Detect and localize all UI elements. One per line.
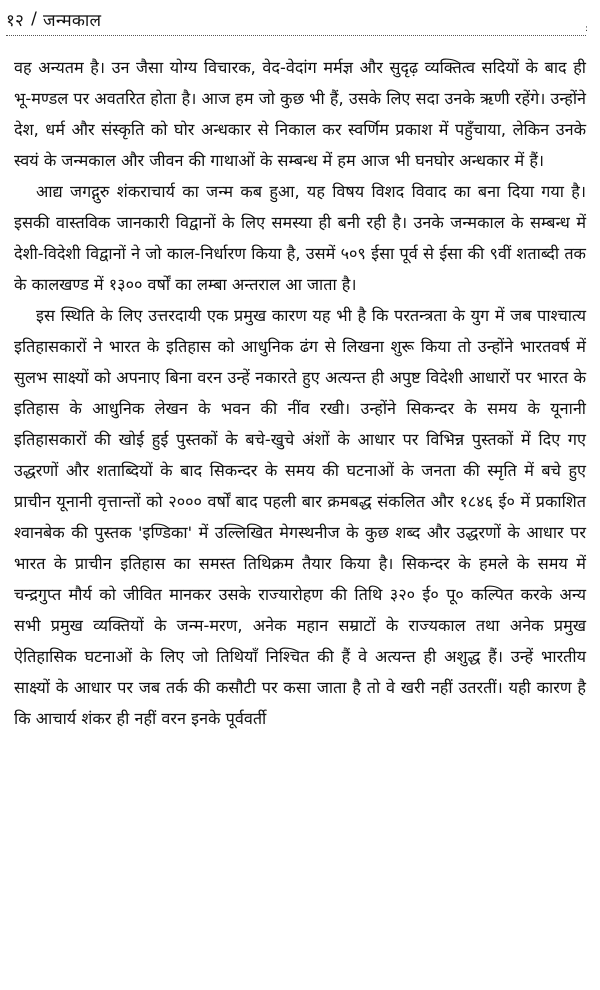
chapter-title: जन्मकाल	[43, 10, 102, 31]
header-rule	[6, 35, 586, 36]
paragraph-3: इस स्थिति के लिए उत्तरदायी एक प्रमुख कारण यह भी है कि परतन्त्रता के युग में जब पाश्चात्य इतिहासकारों ने भारत के इतिहास को आधुनिक ढंग से लिखना शुरू किया तो उन्होंने भारतवर्ष में सुलभ साक्ष्यों को अपनाए बिना वरन उन्हें नकारते हुए अत्यन्त ही अपुष्ट विदेशी आधारों पर भारत के इतिहास के आधुनिक लेखन के भवन की नींव रखी। उन्होंने सिकन्दर के समय के यूनानी इतिहासकारों की खोई हुई पुस्तकों के बचे-खुचे अंशों के आधार पर विभिन्न पुस्तकों में दिए गए उद्धरणों और शताब्दियों के बाद सिकन्दर के समय की घटनाओं के जनता की स्मृति में बचे हुए प्राचीन यूनानी वृत्तान्तों को २००० वर्षों बाद पहली बार क्रमबद्ध संकलित और १८४६ ई० में प्रकाशित श्वानबेक की पुस्तक 'इण्डिका' में उल्लिखित मेगस्थनीज के कुछ शब्द और उद्धरणों के आधार पर भारत के प्राचीन इतिहास का समस्त तिथिक्रम तैयार किया है। सिकन्दर के हमले के समय में चन्द्रगुप्त मौर्य को जीवित मानकर उसके राज्यारोहण की तिथि ३२० ई० पू० कल्पित करके अन्य सभी प्रमुख व्यक्तियों के जन्म-मरण, अनेक महान सम्राटों के राज्यकाल तथा अनेक प्रमुख ऐतिहासिक घटनाओं के लिए जो तिथियाँ निश्चित की हैं वे अत्यन्त ही अशुद्ध हैं। उन्हें भारतीय साक्ष्यों के आधार पर जब तर्क की कसौटी पर कसा जाता है तो वे खरी नहीं उतरतीं। यही कारण है कि आचार्य शंकर ही नहीं वरन इनके पूर्ववर्ती	[14, 306, 586, 728]
running-head	[6, 4, 101, 34]
page-number: १२	[6, 10, 25, 31]
edge-mark: :	[584, 24, 588, 34]
paragraph-1: वह अन्यतम है। उन जैसा योग्य विचारक, वेद-वेदांग मर्मज्ञ और सुदृढ़ व्यक्तित्व सदियों के बाद ही भू-मण्डल पर अवतरित होता है। आज हम जो कुछ भी हैं, उसके लिए सदा उनके ऋणी रहेंगे। उन्होंने देश, धर्म और संस्कृति को घोर अन्धकार से निकाल कर स्वर्णिम प्रकाश में पहुँचाया, लेकिन उनके स्वयं के जन्मकाल और जीवन की गाथाओं के सम्बन्ध में हम आज भी घनघोर अन्धकार में हैं।	[14, 58, 586, 170]
paragraph-2: आद्य जगद्गुरु शंकराचार्य का जन्म कब हुआ, यह विषय विशद विवाद का बना दिया गया है। इसकी वास्तविक जानकारी विद्वानों के लिए समस्या ही बनी रही है। उनके जन्मकाल के सम्बन्ध में देशी-विदेशी विद्वानों ने जो काल-निर्धारण किया है, उसमें ५०९ ईसा पूर्व से ईसा की ९वीं शताब्दी तक के कालखण्ड में १३०० वर्षों का लम्बा अन्तराल आ जाता है।	[14, 182, 586, 294]
body-text	[14, 52, 586, 734]
header-separator: /	[31, 9, 38, 29]
